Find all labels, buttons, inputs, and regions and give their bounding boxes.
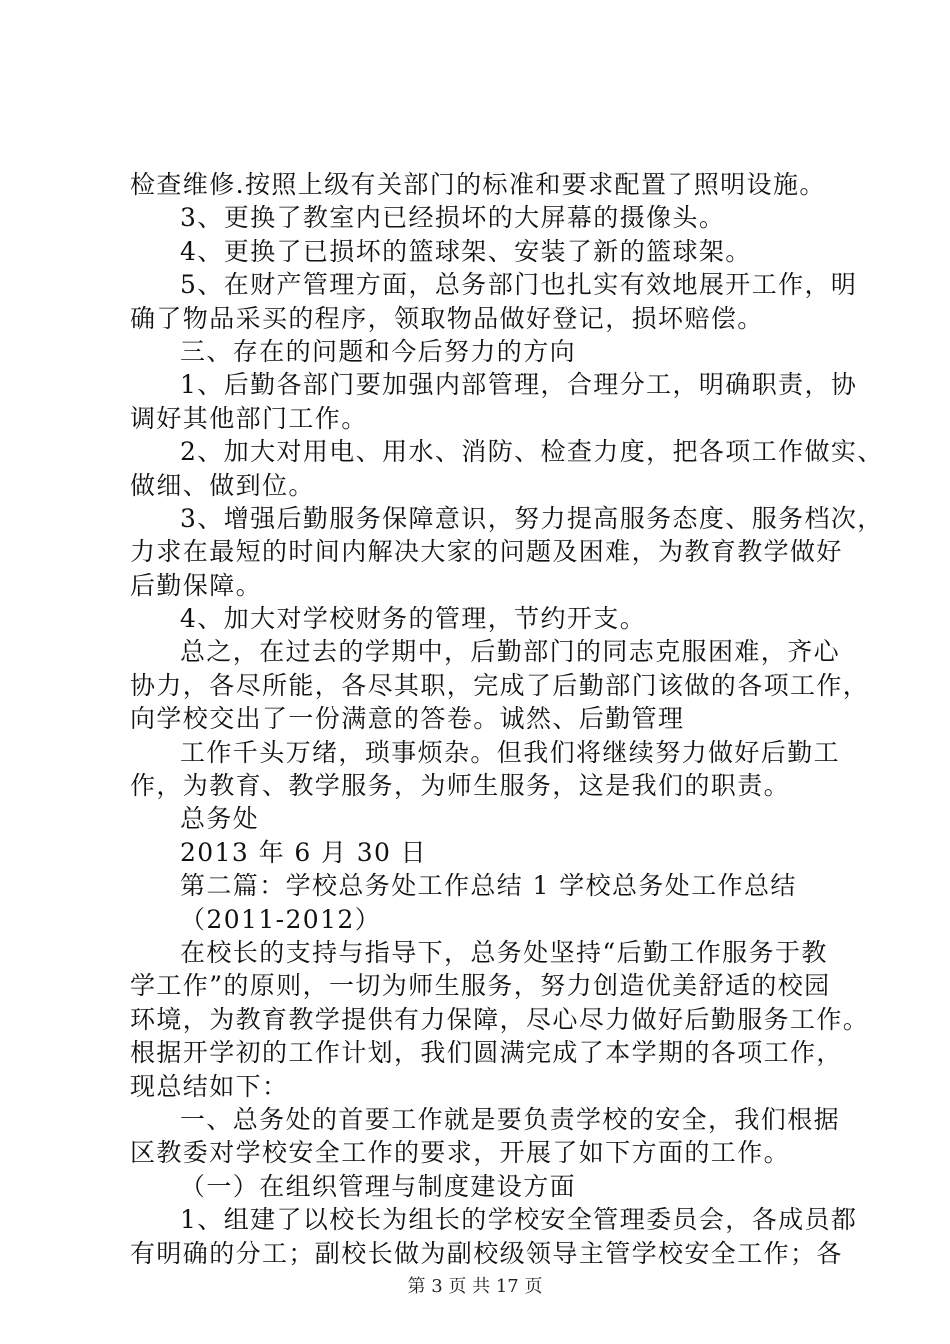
text-line: 调好其他部门工作。 — [130, 403, 368, 433]
text-line: 区教委对学校安全工作的要求，开展了如下方面的工作。 — [130, 1138, 791, 1168]
text-line: 协力，各尽所能，各尽其职，完成了后勤部门该做的各项工作， — [130, 670, 870, 700]
text-line: 现总结如下： — [130, 1071, 289, 1101]
text-line: 2013 年 6 月 30 日 — [180, 837, 428, 867]
text-line: 3、更换了教室内已经损坏的大屏幕的摄像头。 — [180, 203, 726, 233]
text-line: 一、总务处的首要工作就是要负责学校的安全，我们根据 — [180, 1104, 841, 1134]
text-line: 有明确的分工；副校长做为副校级领导主管学校安全工作；各 — [130, 1238, 843, 1268]
text-line: （一）在组织管理与制度建设方面 — [180, 1171, 577, 1201]
text-line: 向学校交出了一份满意的答卷。诚然、后勤管理 — [130, 704, 685, 734]
text-line: 5、在财产管理方面，总务部门也扎实有效地展开工作，明 — [180, 270, 858, 300]
text-line: 3、增强后勤服务保障意识，努力提高服务态度、服务档次， — [180, 503, 884, 533]
text-line: 工作千头万绪，琐事烦杂。但我们将继续努力做好后勤工 — [180, 737, 841, 767]
text-line: 1、组建了以校长为组长的学校安全管理委员会，各成员都 — [180, 1205, 858, 1235]
text-line: 总之，在过去的学期中，后勤部门的同志克服困难，齐心 — [180, 637, 841, 667]
text-line: 4、加大对学校财务的管理，节约开支。 — [180, 604, 647, 634]
text-line: 学工作”的原则，一切为师生服务，努力创造优美舒适的校园 — [130, 971, 831, 1001]
text-line: 在校长的支持与指导下，总务处坚持“后勤工作服务于教 — [180, 937, 828, 967]
text-line: 1、后勤各部门要加强内部管理，合理分工，明确职责，协 — [180, 370, 858, 400]
text-line: 根据开学初的工作计划，我们圆满完成了本学期的各项工作， — [130, 1038, 843, 1068]
text-line: 4、更换了已损坏的篮球架、安装了新的篮球架。 — [180, 236, 752, 266]
document-body — [130, 168, 884, 1270]
text-line: 作，为教育、教学服务，为师生服务，这是我们的职责。 — [130, 771, 791, 801]
text-line: 第二篇：学校总务处工作总结 1 学校总务处工作总结 — [180, 871, 797, 901]
text-line: 做细、做到位。 — [130, 470, 315, 500]
text-line: 环境，为教育教学提供有力保障，尽心尽力做好后勤服务工作。 — [130, 1004, 870, 1034]
text-line: 力求在最短的时间内解决大家的问题及困难，为教育教学做好 — [130, 537, 843, 567]
text-line: 确了物品采买的程序，领取物品做好登记，损坏赔偿。 — [130, 303, 764, 333]
text-line: 三、存在的问题和今后努力的方向 — [180, 336, 577, 366]
text-line: （2011-2012） — [180, 904, 382, 934]
text-line: 检查维修.按照上级有关部门的标准和要求配置了照明设施。 — [130, 170, 826, 199]
text-line: 总务处 — [180, 804, 260, 834]
page-footer: 第 3 页 共 17 页 — [407, 1276, 543, 1297]
text-line: 后勤保障。 — [130, 570, 263, 600]
text-line: 2、加大对用电、用水、消防、检查力度，把各项工作做实、 — [180, 437, 884, 467]
